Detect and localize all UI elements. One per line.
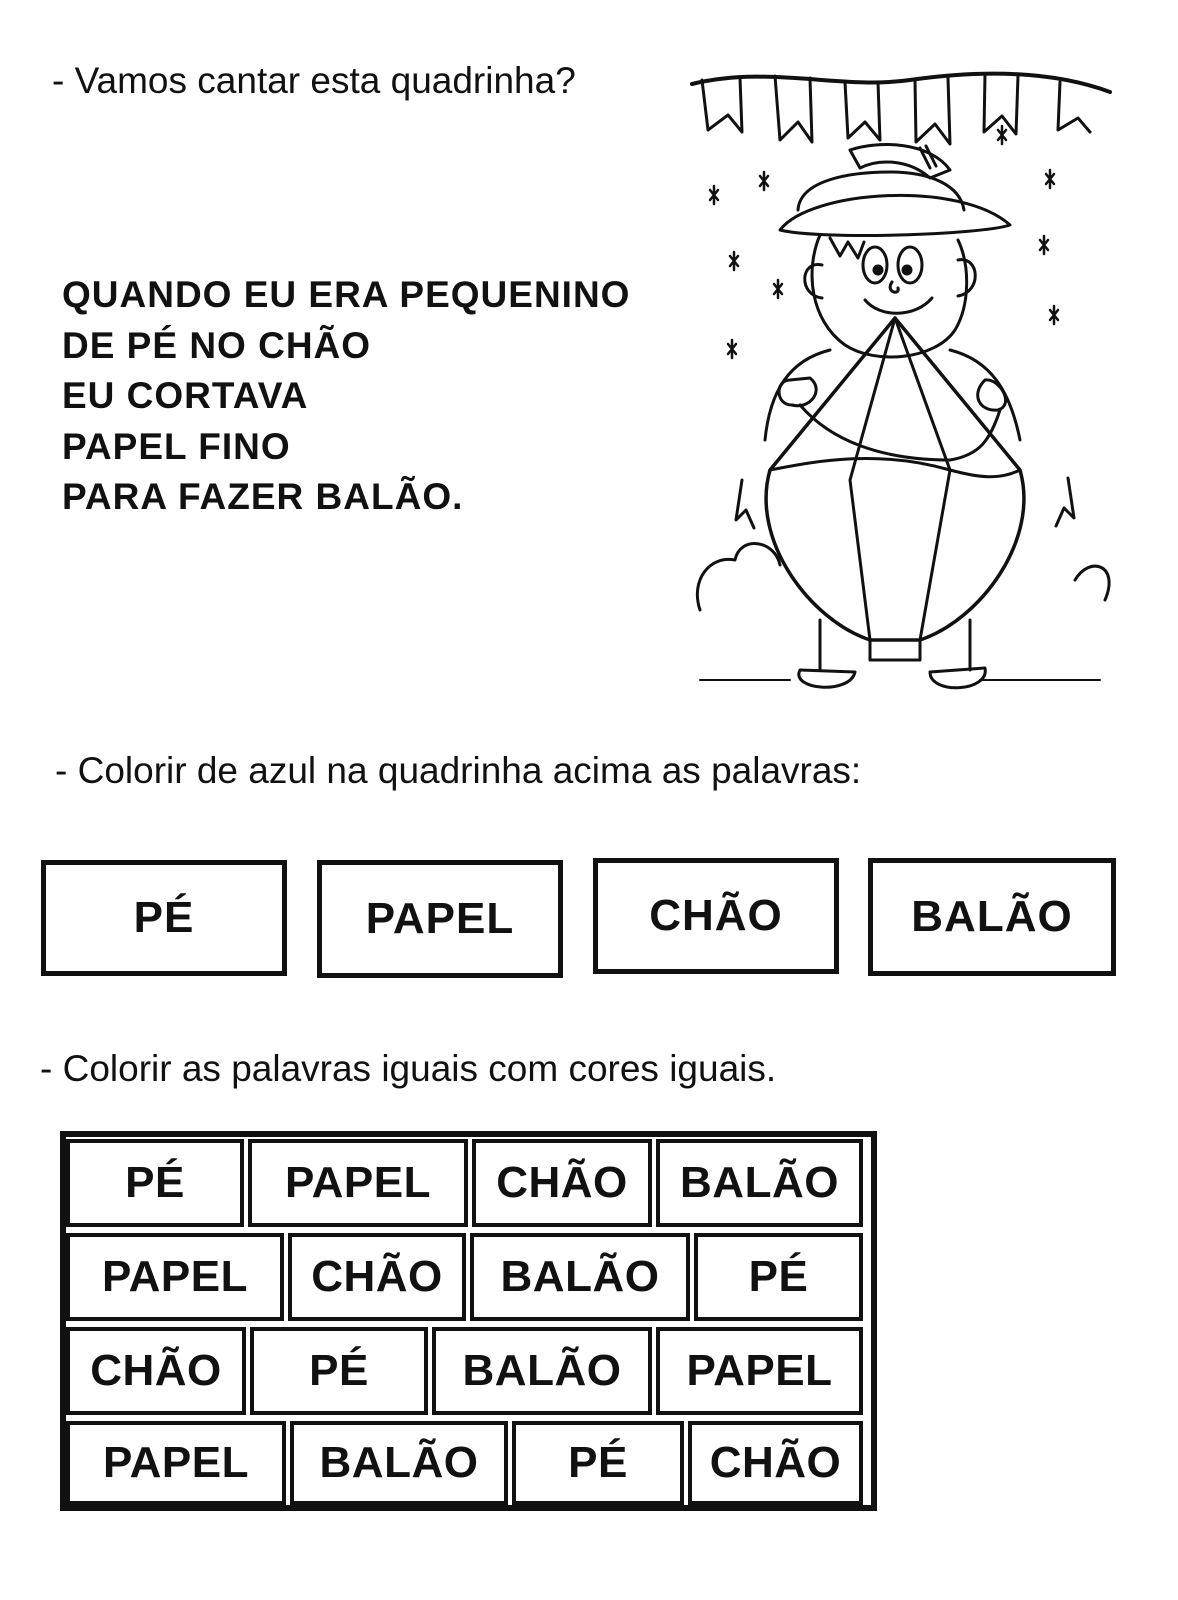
- grid-cell: CHÃO: [66, 1327, 246, 1415]
- grid-cell: CHÃO: [288, 1233, 466, 1321]
- grid-row: [66, 1327, 871, 1415]
- grid-cell: PÉ: [512, 1421, 684, 1505]
- poem-line: DE PÉ NO CHÃO: [62, 324, 372, 366]
- grid-cell: CHÃO: [472, 1139, 652, 1227]
- target-word-box: PÉ: [41, 860, 287, 976]
- target-word-box: PAPEL: [317, 860, 563, 978]
- grid-cell: PÉ: [694, 1233, 863, 1321]
- grid-cell: CHÃO: [688, 1421, 863, 1505]
- poem-line: PAPEL FINO: [62, 425, 291, 467]
- intro-question: - Vamos cantar esta quadrinha?: [52, 60, 576, 101]
- grid-cell: BALÃO: [656, 1139, 863, 1227]
- grid-cell: PÉ: [250, 1327, 428, 1415]
- poem-line: EU CORTAVA: [62, 375, 309, 416]
- poem-line: PARA FAZER BALÃO.: [62, 476, 464, 517]
- grid-row: [66, 1421, 871, 1505]
- boy-holding-paper-balloon-icon: [680, 60, 1120, 700]
- grid-cell: PAPEL: [656, 1327, 863, 1415]
- grid-cell: BALÃO: [432, 1327, 652, 1415]
- word-grid: [60, 1131, 877, 1511]
- grid-cell: PAPEL: [66, 1421, 286, 1505]
- poem: [62, 270, 630, 523]
- instruction-color-blue: - Colorir de azul na quadrinha acima as palavras:: [55, 750, 862, 791]
- grid-cell: PAPEL: [248, 1139, 468, 1227]
- grid-row: [66, 1139, 871, 1227]
- grid-cell: BALÃO: [470, 1233, 690, 1321]
- instruction-match-colors: - Colorir as palavras iguais com cores iguais.: [40, 1048, 777, 1089]
- grid-cell: BALÃO: [290, 1421, 508, 1505]
- grid-row: [66, 1233, 871, 1321]
- target-word-box: BALÃO: [868, 858, 1116, 976]
- grid-cell: PÉ: [66, 1139, 244, 1227]
- grid-cell: PAPEL: [66, 1233, 284, 1321]
- poem-line: QUANDO EU ERA PEQUENINO: [62, 274, 631, 315]
- target-word-box: CHÃO: [593, 858, 839, 974]
